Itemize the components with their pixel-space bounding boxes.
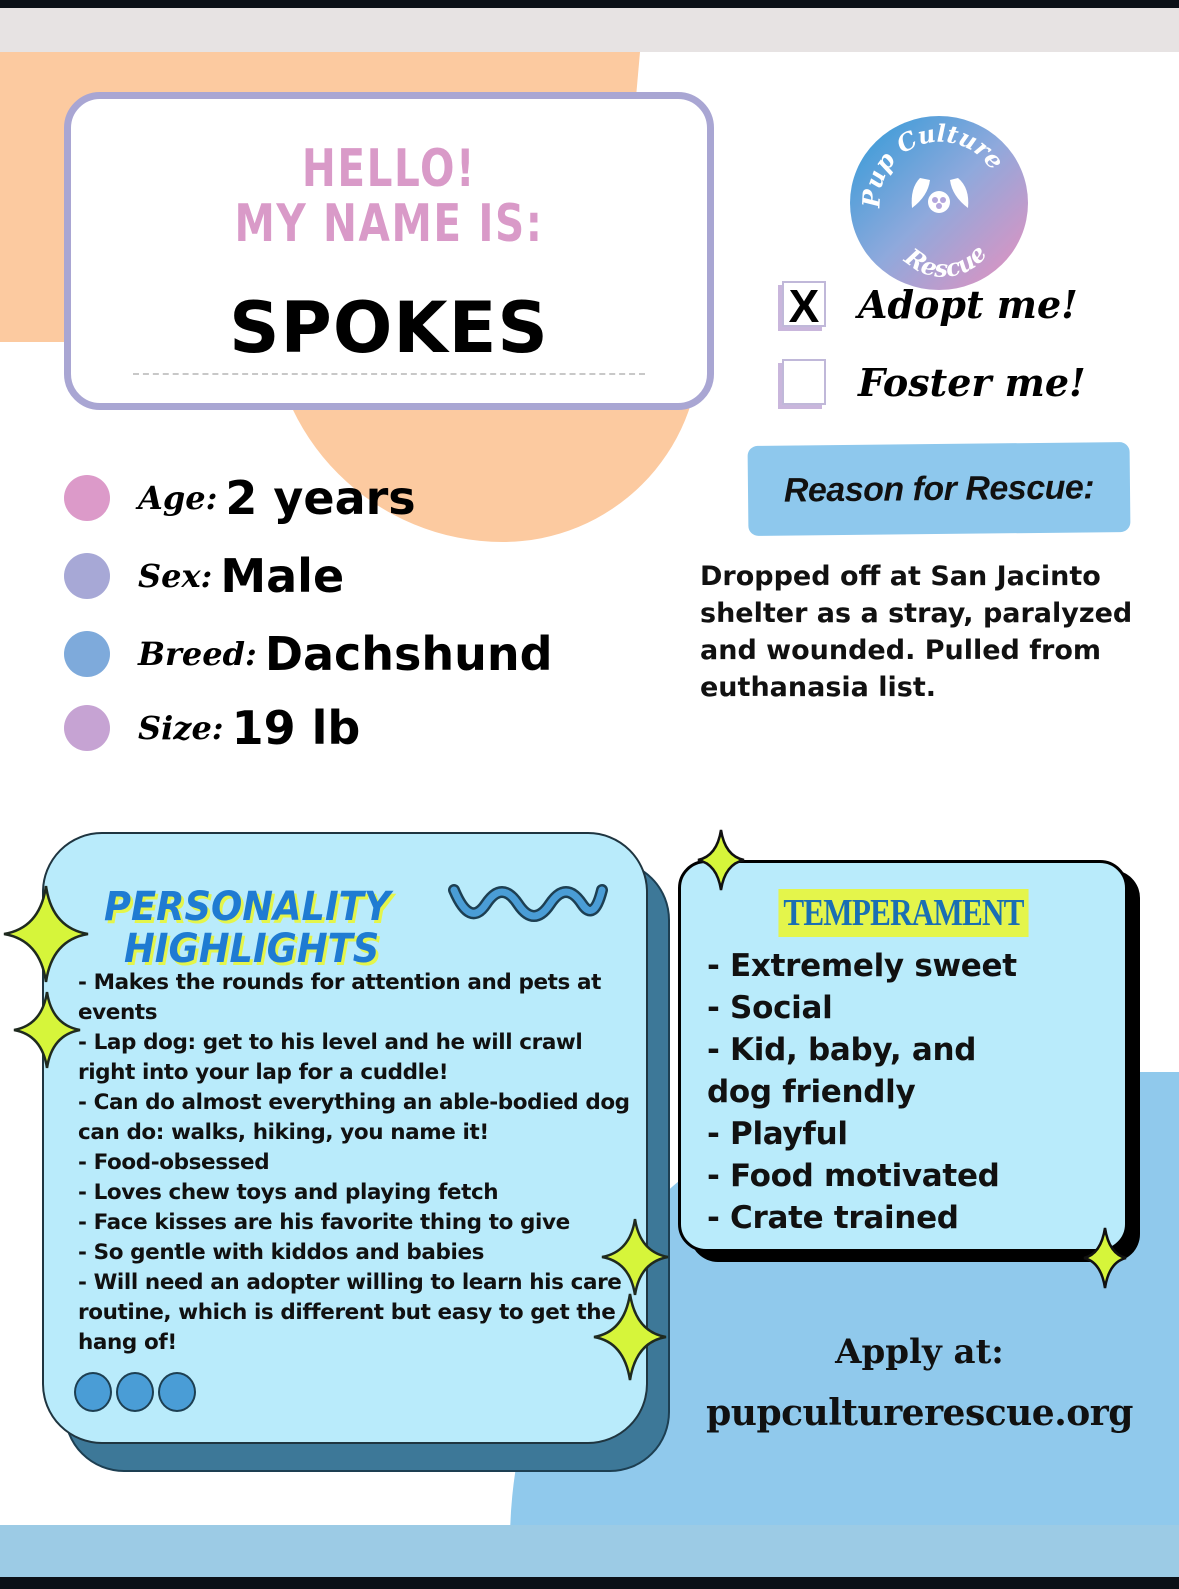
top-grey-band — [0, 8, 1179, 52]
blue-bullet-icon — [64, 631, 110, 677]
pink-bullet-icon — [64, 475, 110, 521]
temperament-title-wrap — [681, 889, 1125, 937]
highlights-title: HIGHLIGHTS — [124, 926, 380, 972]
sparkle-star-icon — [1082, 1226, 1128, 1290]
fact-label: Age: — [138, 479, 218, 517]
fact-label: Size: — [138, 709, 224, 747]
fact-value: 19 lb — [231, 701, 361, 755]
decorative-dots — [74, 1372, 196, 1412]
sparkle-star-icon — [12, 990, 82, 1070]
list-item: - Lap dog: get to his level and he will crawl right into your lap for a cuddle! — [78, 1030, 583, 1085]
fact-age — [64, 468, 416, 528]
list-item: - Food-obsessed — [78, 1150, 270, 1175]
apply-url-link[interactable]: pupculturerescue.org — [706, 1392, 1133, 1434]
hello-heading: HELLO! — [301, 139, 477, 199]
name-underline — [133, 373, 645, 375]
reason-for-rescue-header — [748, 442, 1131, 536]
adopt-checkbox[interactable] — [782, 280, 826, 332]
lavender-bullet-icon — [64, 553, 110, 599]
list-item: - So gentle with kiddos and babies — [78, 1240, 485, 1265]
list-item: - Face kisses are his favorite thing to give — [78, 1210, 570, 1235]
temperament-title: TEMPERAMENT — [778, 889, 1028, 937]
fact-size — [64, 698, 360, 758]
purple-bullet-icon — [64, 705, 110, 751]
personality-highlights-card — [42, 832, 648, 1444]
list-item: - Loves chew toys and playing fetch — [78, 1180, 499, 1205]
circle-icon — [74, 1372, 112, 1412]
adoption-flyer — [0, 52, 1179, 1527]
list-item: - Extremely sweet — [707, 948, 1017, 984]
list-item: - Social — [707, 990, 833, 1026]
fact-value: Dachshund — [264, 627, 553, 681]
sparkle-star-icon — [592, 1292, 668, 1382]
list-item: - Crate trained — [707, 1200, 959, 1236]
svg-text:Rescue: Rescue — [899, 238, 993, 284]
pet-name: SPOKES — [229, 287, 549, 369]
fact-sex — [64, 546, 344, 606]
list-item: - Kid, baby, and — [707, 1032, 977, 1068]
list-item: - Can do almost everything an able-bodied dog can do: walks, hiking, you name it! — [78, 1090, 630, 1145]
sparkle-star-icon — [696, 828, 746, 892]
sparkle-star-icon — [2, 884, 90, 984]
list-item: - Makes the rounds for attention and pets at events — [78, 970, 601, 1025]
foster-me-label: Foster me! — [858, 359, 1086, 405]
list-item: - Will need an adopter willing to learn his care routine, which is different but easy to get the hang of! — [78, 1270, 622, 1355]
personality-list — [78, 968, 638, 1358]
dog-face-icon — [850, 116, 1028, 290]
fact-label: Sex: — [138, 557, 213, 595]
svg-text:Pup Culture: Pup Culture — [856, 118, 1011, 209]
list-item: dog friendly — [707, 1074, 916, 1110]
fact-breed — [64, 624, 553, 684]
name-tag — [64, 92, 714, 410]
temperament-list — [707, 945, 1017, 1239]
reason-title: Reason for Rescue: — [783, 467, 1095, 510]
fact-label: Breed: — [138, 635, 257, 673]
temperament-card — [678, 860, 1128, 1252]
personality-title: PERSONALITY — [104, 884, 391, 930]
fact-value: Male — [220, 549, 345, 603]
top-edge-bar — [0, 0, 1179, 8]
pup-culture-rescue-logo — [850, 116, 1028, 290]
bottom-blue-band — [0, 1525, 1179, 1577]
list-item: - Food motivated — [707, 1158, 1000, 1194]
bottom-edge-bar — [0, 1577, 1179, 1589]
checkmark-x-icon: X — [788, 280, 820, 332]
reason-description: Dropped off at San Jacinto shelter as a stray, paralyzed and wounded. Pulled from euthanasia list. — [700, 561, 1133, 703]
adopt-me-label: Adopt me! — [858, 281, 1078, 327]
sparkle-star-icon — [600, 1217, 670, 1297]
squiggle-wave-icon — [448, 876, 608, 932]
my-name-is-heading: MY NAME IS: — [234, 194, 544, 254]
adopt-me-option[interactable] — [782, 280, 1078, 332]
foster-me-option[interactable] — [782, 358, 1086, 406]
apply-label: Apply at: — [835, 1332, 1004, 1372]
circle-icon — [116, 1372, 154, 1412]
circle-icon — [158, 1372, 196, 1412]
list-item: - Playful — [707, 1116, 848, 1152]
fact-value: 2 years — [225, 471, 416, 525]
foster-checkbox[interactable] — [782, 359, 826, 405]
